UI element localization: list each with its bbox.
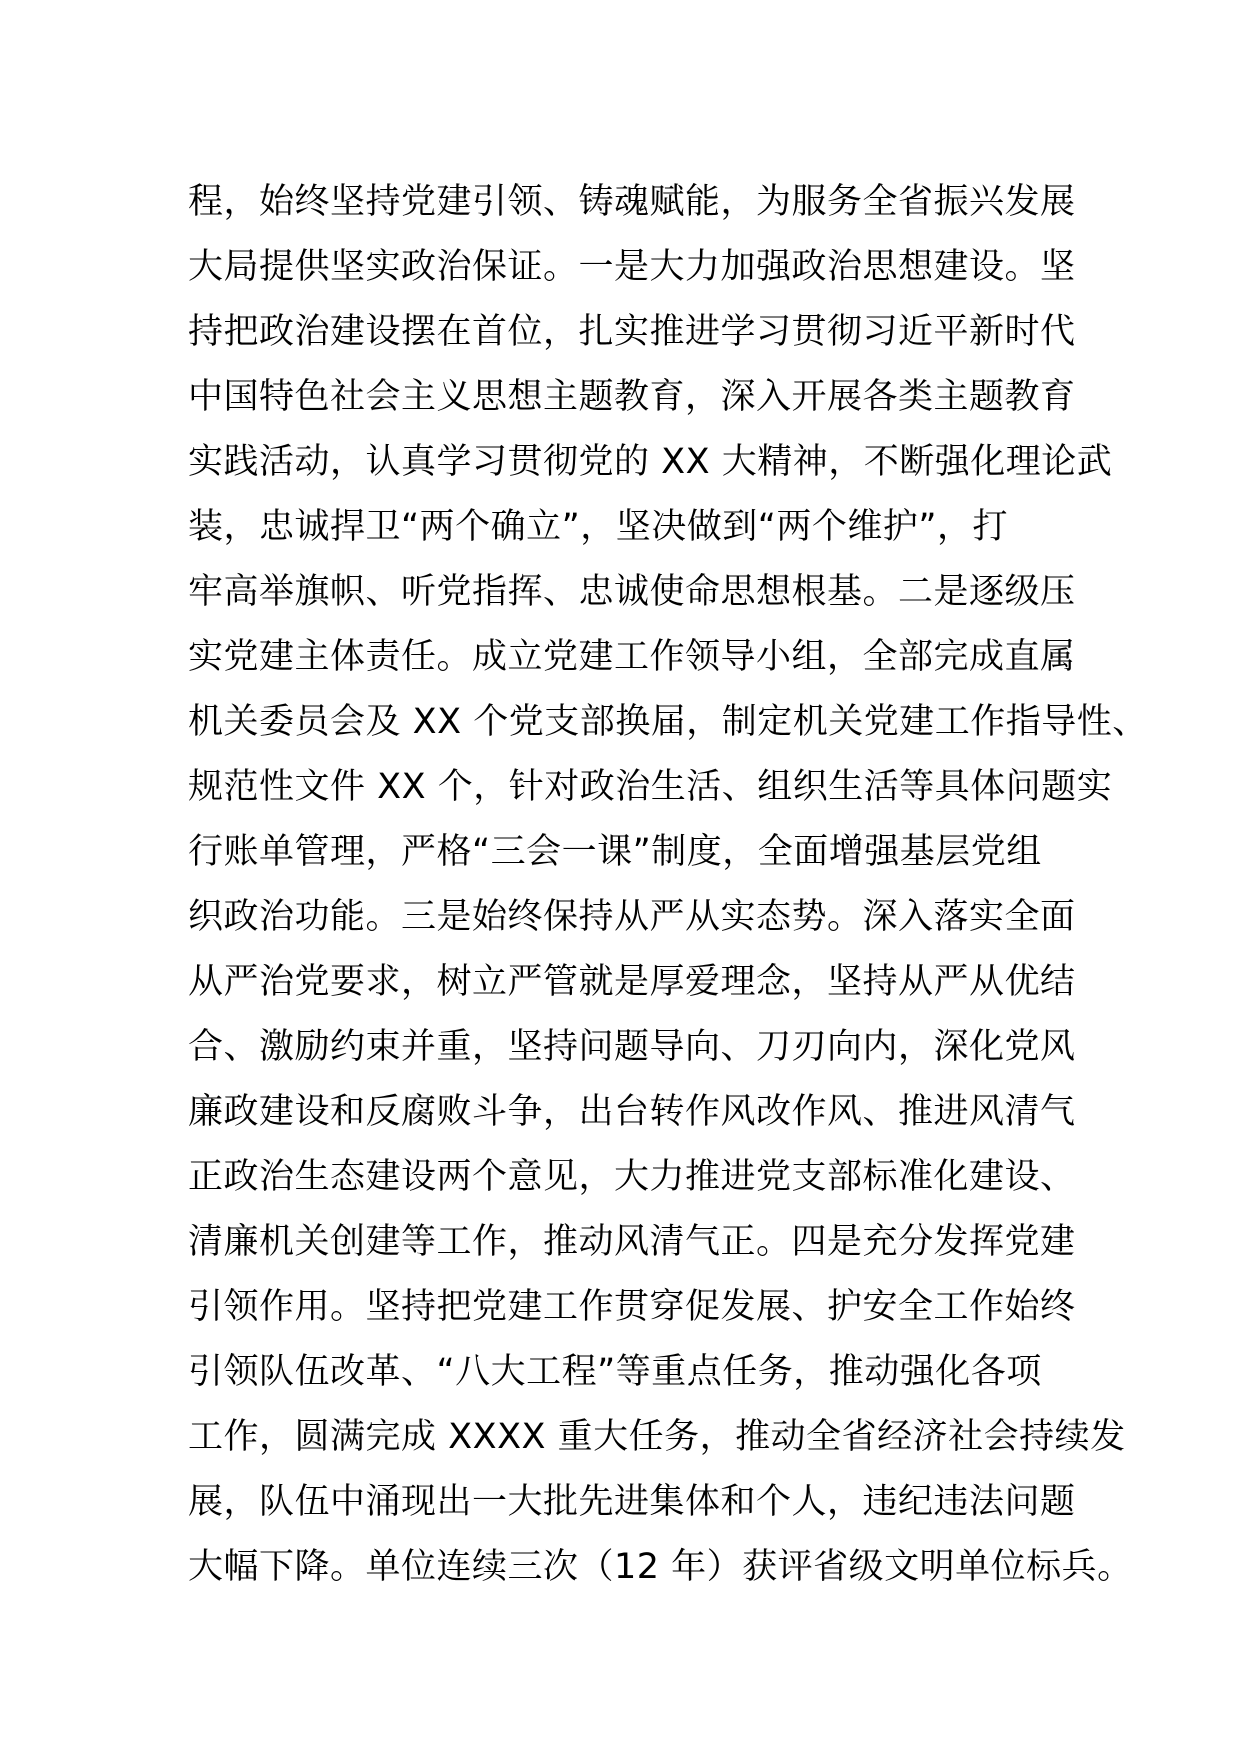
text-line: 工作，圆满完成 XXXX 重大任务，推动全省经济社会持续发 xyxy=(188,1417,1126,1457)
text-line: 展，队伍中涌现出一大批先进集体和个人，违纪违法问题 xyxy=(188,1482,1076,1522)
text-line: 规范性文件 XX 个，针对政治生活、组织生活等具体问题实 xyxy=(188,767,1113,807)
text-line: 行账单管理，严格“三会一课”制度，全面增强基层党组 xyxy=(188,832,1042,872)
text-line: 大幅下降。单位连续三次（12 年）获评省级文明单位标兵。 xyxy=(188,1547,1133,1587)
text-line: 引领作用。坚持把党建工作贯穿促发展、护安全工作始终 xyxy=(188,1287,1076,1327)
text-line: 程，始终坚持党建引领、铸魂赋能，为服务全省振兴发展 xyxy=(188,182,1076,222)
text-line: 合、激励约束并重，坚持问题导向、刀刃向内，深化党风 xyxy=(188,1027,1076,1067)
text-line: 清廉机关创建等工作，推动风清气正。四是充分发挥党建 xyxy=(188,1222,1076,1262)
text-line: 持把政治建设摆在首位，扎实推进学习贯彻习近平新时代 xyxy=(188,312,1076,352)
text-line: 实践活动，认真学习贯彻党的 XX 大精神，不断强化理论武 xyxy=(188,442,1113,482)
text-line: 引领队伍改革、“八大工程”等重点任务，推动强化各项 xyxy=(188,1352,1042,1392)
text-line: 实党建主体责任。成立党建工作领导小组，全部完成直属 xyxy=(188,637,1076,677)
text-line: 正政治生态建设两个意见，大力推进党支部标准化建设、 xyxy=(188,1157,1076,1197)
text-line: 中国特色社会主义思想主题教育，深入开展各类主题教育 xyxy=(188,377,1076,417)
text-line: 从严治党要求，树立严管就是厚爱理念，坚持从严从优结 xyxy=(188,962,1076,1002)
text-line: 廉政建设和反腐败斗争，出台转作风改作风、推进风清气 xyxy=(188,1092,1076,1132)
text-line: 牢高举旗帜、听党指挥、忠诚使命思想根基。二是逐级压 xyxy=(188,572,1076,612)
text-line: 织政治功能。三是始终保持从严从实态势。深入落实全面 xyxy=(188,897,1076,937)
text-line: 机关委员会及 XX 个党支部换届，制定机关党建工作指导性、 xyxy=(188,702,1148,742)
body-paragraph xyxy=(188,170,1148,1600)
text-line: 装，忠诚捍卫“两个确立”，坚决做到“两个维护”，打 xyxy=(188,507,1009,547)
text-line: 大局提供坚实政治保证。一是大力加强政治思想建设。坚 xyxy=(188,247,1076,287)
